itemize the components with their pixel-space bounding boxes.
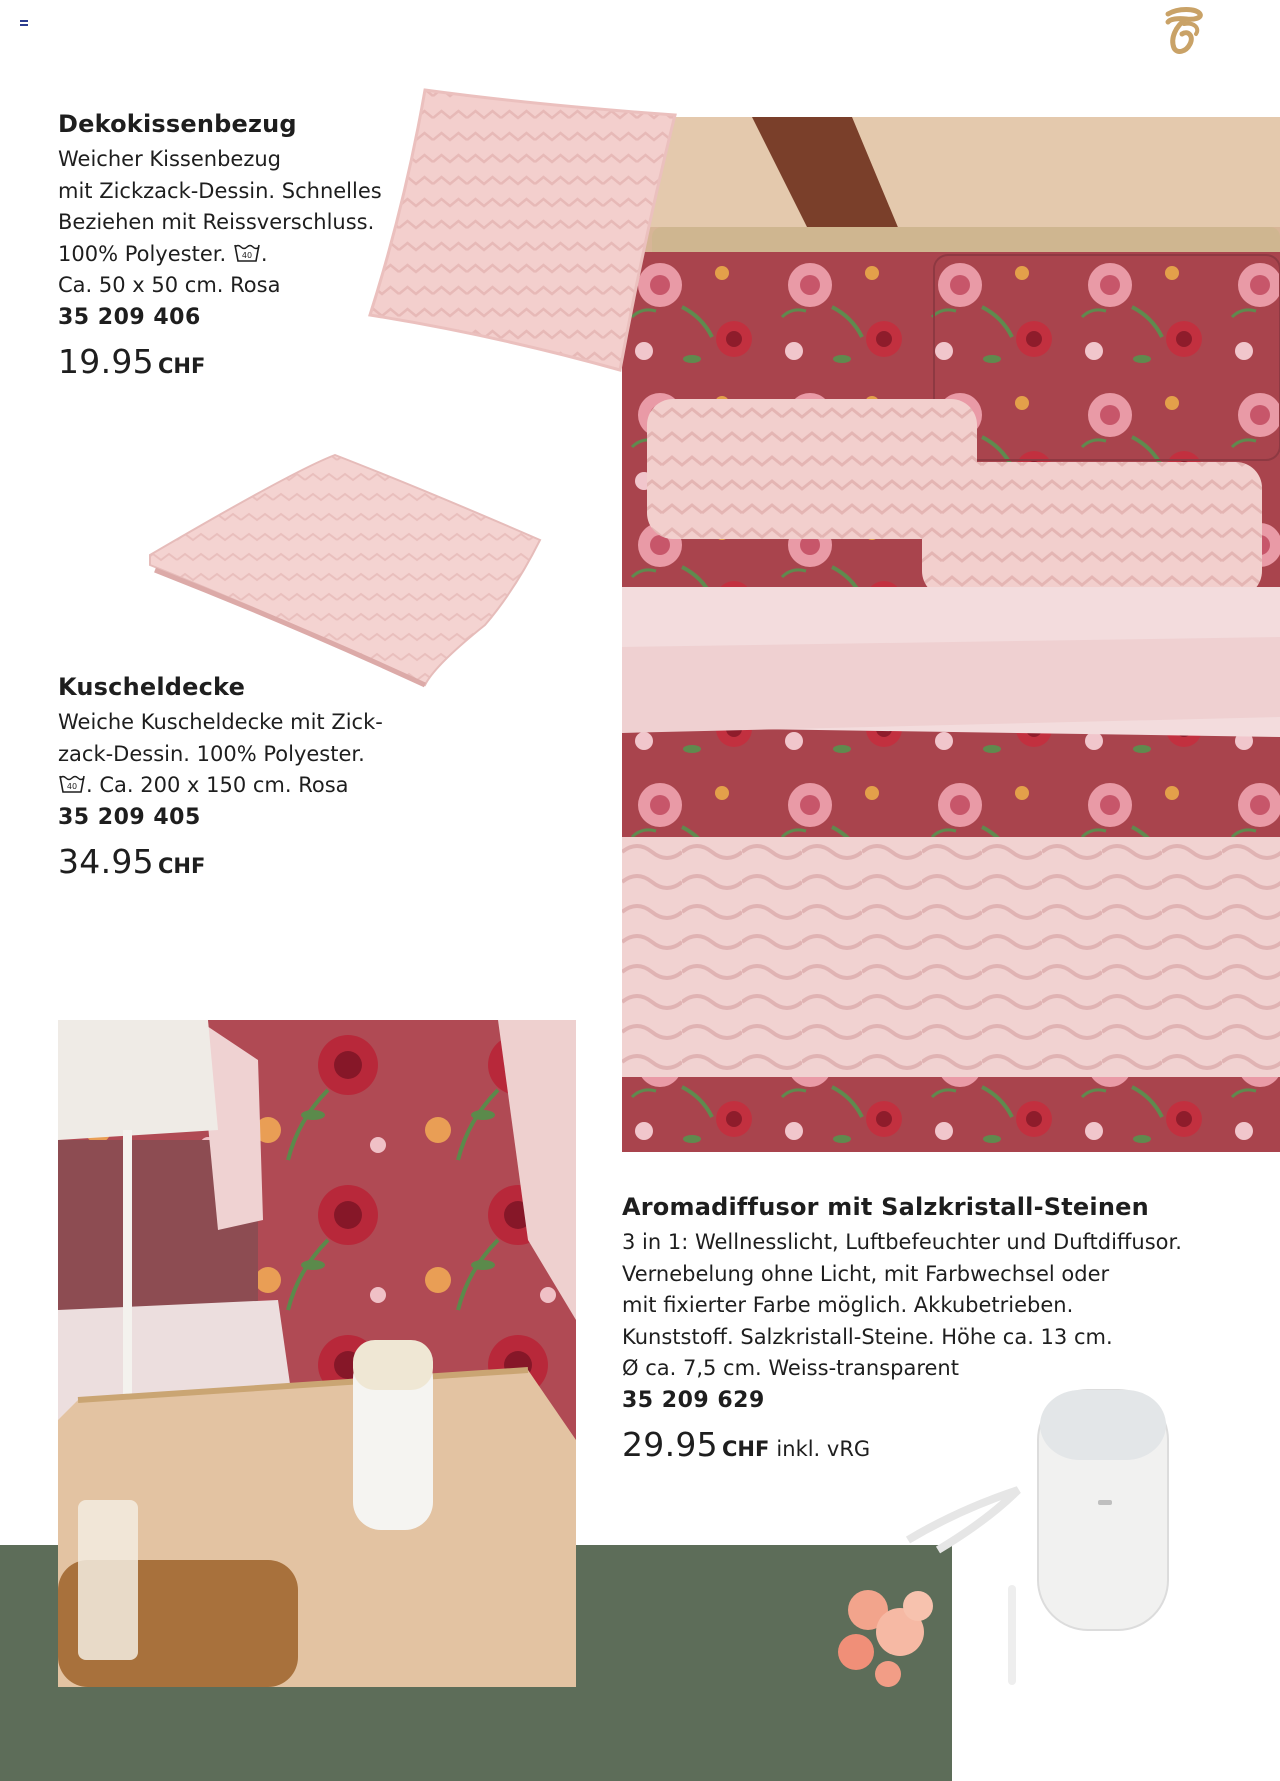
pillow-image bbox=[365, 85, 685, 375]
blanket-product-block bbox=[58, 673, 383, 881]
blanket-title: Kuscheldecke bbox=[58, 673, 246, 701]
diffuser-product-block bbox=[622, 1193, 1182, 1464]
diffuser-desc-line: 3 in 1: Wellnesslicht, Luftbefeuchter und Duftdiffusor. bbox=[622, 1230, 1182, 1254]
diffuser-desc-line: Vernebelung ohne Licht, mit Farbwechsel oder bbox=[622, 1261, 1110, 1286]
diffuser-desc-line: Ø ca. 7,5 cm. Weiss-transparent bbox=[622, 1356, 959, 1380]
diffuser-price-currency: CHF bbox=[721, 1436, 770, 1461]
pillow-product-block bbox=[58, 110, 382, 381]
pillow-title: Dekokissenbezug bbox=[58, 110, 297, 138]
pillow-desc-line: Weicher Kissenbezug bbox=[58, 147, 282, 171]
blanket-sku: 35 209 405 bbox=[58, 804, 201, 830]
wash-40-icon bbox=[59, 774, 85, 794]
blanket-price bbox=[58, 842, 383, 881]
tchibo-logo-icon bbox=[1156, 4, 1208, 56]
diffuser-sku: 35 209 629 bbox=[622, 1387, 765, 1413]
pillow-size: Ca. 50 x 50 cm. Rosa bbox=[58, 273, 281, 297]
blanket-price-amount: 34.95 bbox=[58, 841, 154, 881]
nightstand-photo bbox=[58, 1020, 576, 1687]
diffuser-price-note: inkl. vRG bbox=[776, 1436, 871, 1461]
wash-40-icon bbox=[234, 243, 260, 263]
pillow-sku: 35 209 406 bbox=[58, 304, 201, 330]
diffuser-desc-line: Kunststoff. Salzkristall-Steine. Höhe ca. 13 cm. bbox=[622, 1324, 1113, 1349]
blanket-size: . Ca. 200 x 150 cm. Rosa bbox=[86, 773, 349, 797]
flag-icon bbox=[20, 20, 28, 26]
pillow-material: 100% Polyester. bbox=[58, 241, 227, 266]
wash-temp-label: 40 bbox=[241, 250, 252, 260]
blanket-price-currency: CHF bbox=[157, 853, 206, 878]
pillow-desc-line: Beziehen mit Reissverschluss. bbox=[58, 210, 375, 234]
pillow-price bbox=[58, 342, 382, 381]
diffuser-price-amount: 29.95 bbox=[622, 1424, 718, 1464]
blanket-desc-line: Weiche Kuscheldecke mit Zick- bbox=[58, 710, 383, 734]
pillow-price-currency: CHF bbox=[157, 353, 206, 378]
pillow-wash-suffix: . bbox=[260, 241, 268, 266]
wash-temp-label: 40 bbox=[66, 782, 78, 791]
bedroom-photo bbox=[622, 117, 1280, 1152]
diffuser-desc-line: mit fixierter Farbe möglich. Akkubetrieben. bbox=[622, 1293, 1074, 1317]
pillow-desc-line: mit Zickzack-Dessin. Schnelles bbox=[58, 178, 382, 203]
blanket-image bbox=[145, 450, 545, 695]
pillow-price-amount: 19.95 bbox=[58, 341, 154, 381]
diffuser-price bbox=[622, 1425, 1182, 1464]
blanket-desc-line: zack-Dessin. 100% Polyester. bbox=[58, 741, 365, 766]
diffuser-title: Aromadiffusor mit Salzkristall-Steinen bbox=[622, 1193, 1149, 1221]
